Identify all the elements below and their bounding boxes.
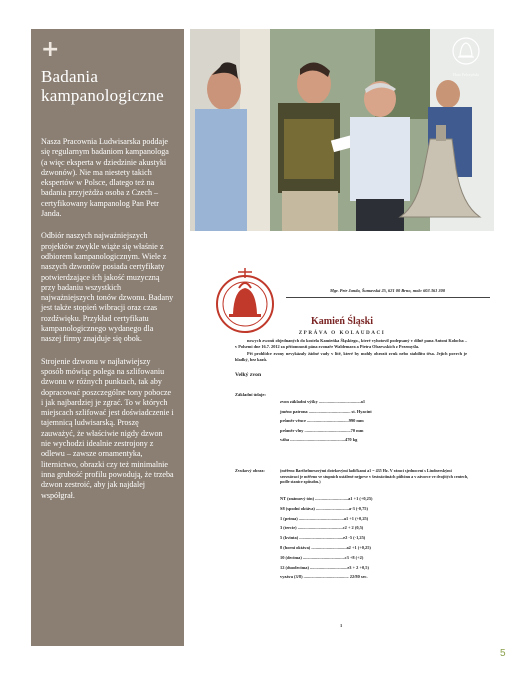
- report-overtones: [280, 494, 373, 582]
- report-page-number: 1: [340, 623, 343, 628]
- overtone-row: 1 (prima) .........................................a1 +1 (+0,25): [280, 515, 369, 521]
- spec-row: jméno patrona ...................................... st. Hyacint: [280, 408, 372, 414]
- address-divider: [286, 297, 490, 298]
- report-body: [235, 338, 467, 364]
- overtone-row: 8 (horní oktáva) ................................a2 +1 (+0,25): [280, 544, 371, 550]
- spec-row: váha ..................................................470 kg: [280, 437, 358, 442]
- report-specs: [280, 397, 372, 445]
- campanology-report: [190, 250, 494, 646]
- report-overtone-label: Zvukový obraz:: [235, 468, 265, 473]
- report-title: Kamień Śląski: [311, 316, 373, 327]
- overtone-row: 10 (decima) ......................................c3 +8 (+2): [280, 554, 364, 560]
- report-body-paragraph: nowych zwonů objednaných do kostela Kamieńka Śląskiego., které vyhotovil podepsaný v dílně pana Antoni Kolocha – v Polsemi dne 16.7. 2012 za přítomnosti pána zvonaře Waldemara a Pietra Olszewskich z Przemyśla.: [235, 338, 467, 349]
- plus-icon: +: [41, 37, 60, 62]
- spec-row: průměr vlny ..........................................70 mm: [280, 427, 364, 433]
- report-section-title: Velký zvon: [235, 372, 262, 378]
- photo-logo-text: Huta Felczyński: [452, 72, 480, 77]
- page-number: 5: [500, 648, 506, 659]
- overtone-row: vyzáva (3/8) ......................................... 22/80 sec.: [280, 574, 368, 580]
- report-overtone-text: (měřeno Barthelmesovými dotekovými ladičkami a1 = 435 Hz. V rámci sjednocení s Lindnerskými srovnávací je měřeno ve stupních ustálené nejprve v šestnáctinách půltónu a v závorce ve dvojitých centech, podle stanice způsobu.): [280, 468, 469, 484]
- spec-row: průměr věnce ......................................990 mm: [280, 418, 364, 423]
- report-subtitle: ZPRÁVA O KOLAUDACI: [298, 330, 386, 336]
- overtone-row: 3 (tercie) .........................................c2 + 2 (0,5): [280, 525, 364, 531]
- sidebar-title-line2: kampanologiczne: [41, 86, 164, 105]
- sidebar-title: [41, 67, 174, 105]
- spec-row: zvon základní výšky ......................................a1: [280, 399, 366, 404]
- campanology-photo: [190, 29, 494, 231]
- sidebar-panel: [31, 29, 184, 646]
- overtone-row: 12 (duodecima) ..................................e3 + 2 +0,5): [280, 564, 369, 570]
- overtone-row: NT (známový tón) ..............................a1 +1 (+0,25): [280, 496, 373, 501]
- sidebar-paragraph-1: Nasza Pracownia Ludwisarska poddaje się regularnym badaniom kampanologa (a więc eksperta w dziedzinie akustyki dzwonów). Nie ma niestety takich ekspertów w Polsce, dlatego też na badania przyjeżdża osoba z Czech – certyfikowany kampanolog Pan Petr Janda.: [41, 137, 169, 219]
- overtone-row: S8 (spodní oktáva) ..............................a-3 (-0,75): [280, 505, 368, 511]
- photo-illustration: [190, 29, 494, 231]
- report-address: Mgr. Petr Janda, Šumavská 25, 621 00 Brno, mob: 603 361 300: [330, 288, 446, 293]
- overtone-row: 5 (kvinta) ........................................e2 -5 (-1,25): [280, 535, 366, 541]
- report-basic-label: Základní údaje:: [235, 392, 266, 397]
- report-body-paragraph: Při prohlídce zvony nevykázaly žádné vady v litě, které by mohly ohrozit zvuk nebo stabilitu těsa. Jejich povrch je hladký, bez kazů.: [235, 351, 467, 362]
- sidebar-paragraph-2: Odbiór naszych najważniejszych projektów zwykle wiąże się właśnie z odbiorem kampanologicznym. Wiele z naszych dzwonów posiada certyfikaty potwierdzające ich jakość muzyczną przy badaniu wszystkich najważniejszych tonów dzwonu. Badany jest także stopień wibracji oraz czas rozdźwięku. Przykład certyfikatu kampanologicznego wydanego dla naszej firmy znajduje się obok.: [41, 231, 174, 344]
- sidebar-title-line1: Badania: [41, 67, 99, 86]
- sidebar-paragraph-3: Strojenie dzwonu w najłatwiejszy sposób mówiąc polega na szlifowaniu dzwonu w różnych punktach, tak aby dopracować poszczególne tony pobocze i jak najbardziej je zgrać. To w których miejscach szlifować jest doświadczenie i tajemnicą ludwisarską. Proszę zauważyć, że właściwie nigdy dzwon nie wychodzi idealnie zestrojony z odlewu – zawsze ornamentyka, liternictwo, obrazki czy też minimalnie inna grubość profilu powodują, że trzeba dzwon zestroić, aby jak najdalej współgrał.: [41, 356, 174, 500]
